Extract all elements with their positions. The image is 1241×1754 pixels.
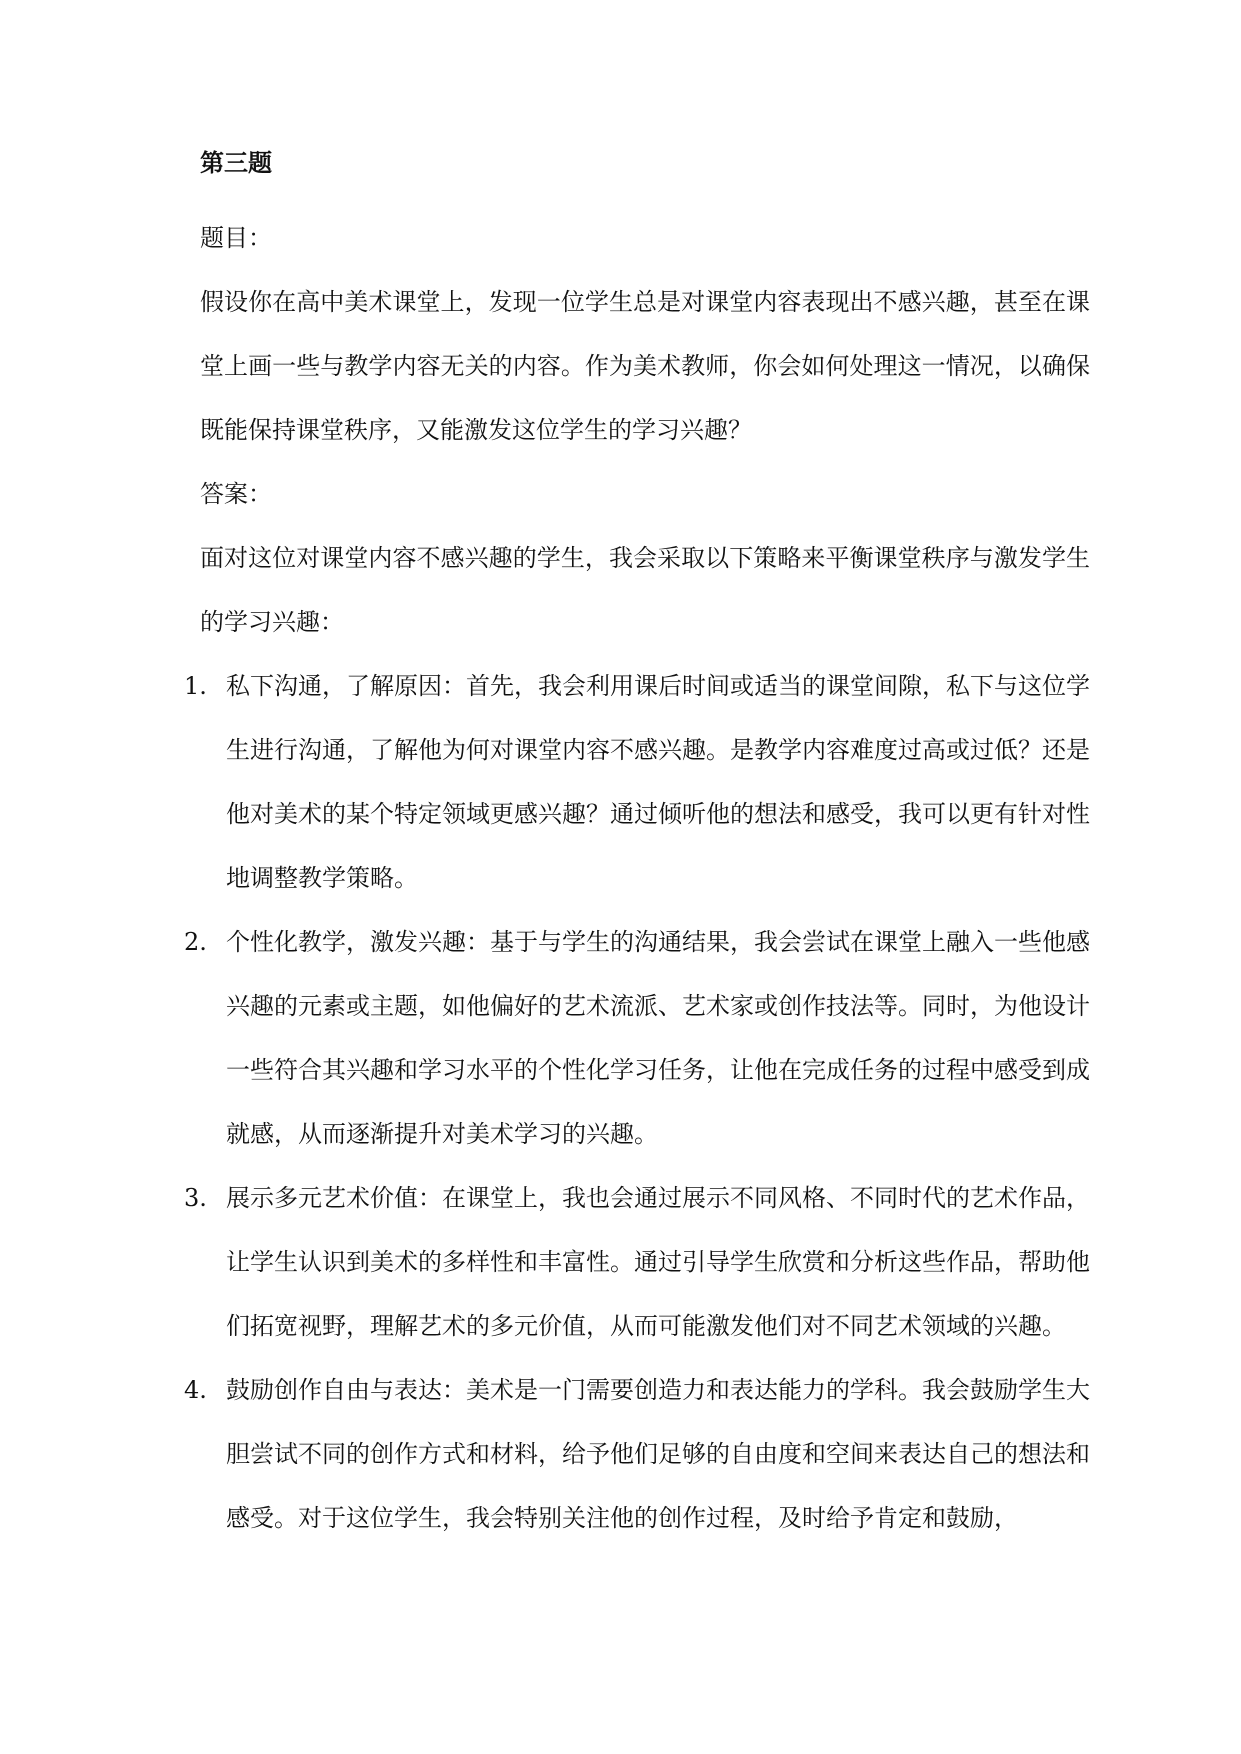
list-item-title: 个性化教学，激发兴趣： [226, 928, 490, 956]
document-content [184, 146, 1090, 1550]
list-item-number: 2. [184, 928, 207, 956]
list-item [184, 654, 1090, 910]
answer-intro: 面对这位对课堂内容不感兴趣的学生，我会采取以下策略来平衡课堂秩序与激发学生的学习兴趣： [200, 544, 1090, 636]
list-item-title: 私下沟通，了解原因： [226, 672, 466, 700]
list-item-text: 在课堂上，我也会通过展示不同风格、不同时代的艺术作品，让学生认识到美术的多样性和丰富性。通过引导学生欣赏和分析这些作品，帮助他们拓宽视野，理解艺术的多元价值，从而可能激发他们对不同艺术领域的兴趣。 [226, 1184, 1090, 1340]
answer-label: 答案： [200, 480, 272, 508]
list-item-title: 展示多元艺术价值： [226, 1184, 442, 1212]
strategy-list [184, 654, 1090, 1550]
list-item-title: 鼓励创作自由与表达： [226, 1376, 466, 1404]
page-title: 第三题 [200, 149, 272, 177]
list-item-text: 基于与学生的沟通结果，我会尝试在课堂上融入一些他感兴趣的元素或主题，如他偏好的艺术流派、艺术家或创作技法等。同时，为他设计一些符合其兴趣和学习水平的个性化学习任务，让他在完成任务的过程中感受到成就感，从而逐渐提升对美术学习的兴趣。 [226, 928, 1090, 1148]
list-item-number: 1. [184, 672, 207, 700]
list-item-text: 首先，我会利用课后时间或适当的课堂间隙，私下与这位学生进行沟通，了解他为何对课堂内容不感兴趣。是教学内容难度过高或过低？还是他对美术的某个特定领域更感兴趣？通过倾听他的想法和感受，我可以更有针对性地调整教学策略。 [226, 672, 1090, 892]
list-item-number: 3. [184, 1184, 207, 1212]
question-label: 题目： [200, 224, 272, 252]
list-item-text: 美术是一门需要创造力和表达能力的学科。我会鼓励学生大胆尝试不同的创作方式和材料，给予他们足够的自由度和空间来表达自己的想法和感受。对于这位学生，我会特别关注他的创作过程，及时给予肯定和鼓励， [226, 1376, 1090, 1532]
list-item [184, 910, 1090, 1166]
list-item [184, 1166, 1090, 1358]
list-item [184, 1358, 1090, 1550]
question-text: 假设你在高中美术课堂上，发现一位学生总是对课堂内容表现出不感兴趣，甚至在课堂上画一些与教学内容无关的内容。作为美术教师，你会如何处理这一情况，以确保既能保持课堂秩序，又能激发这位学生的学习兴趣？ [200, 288, 1090, 444]
list-item-number: 4. [184, 1376, 207, 1404]
